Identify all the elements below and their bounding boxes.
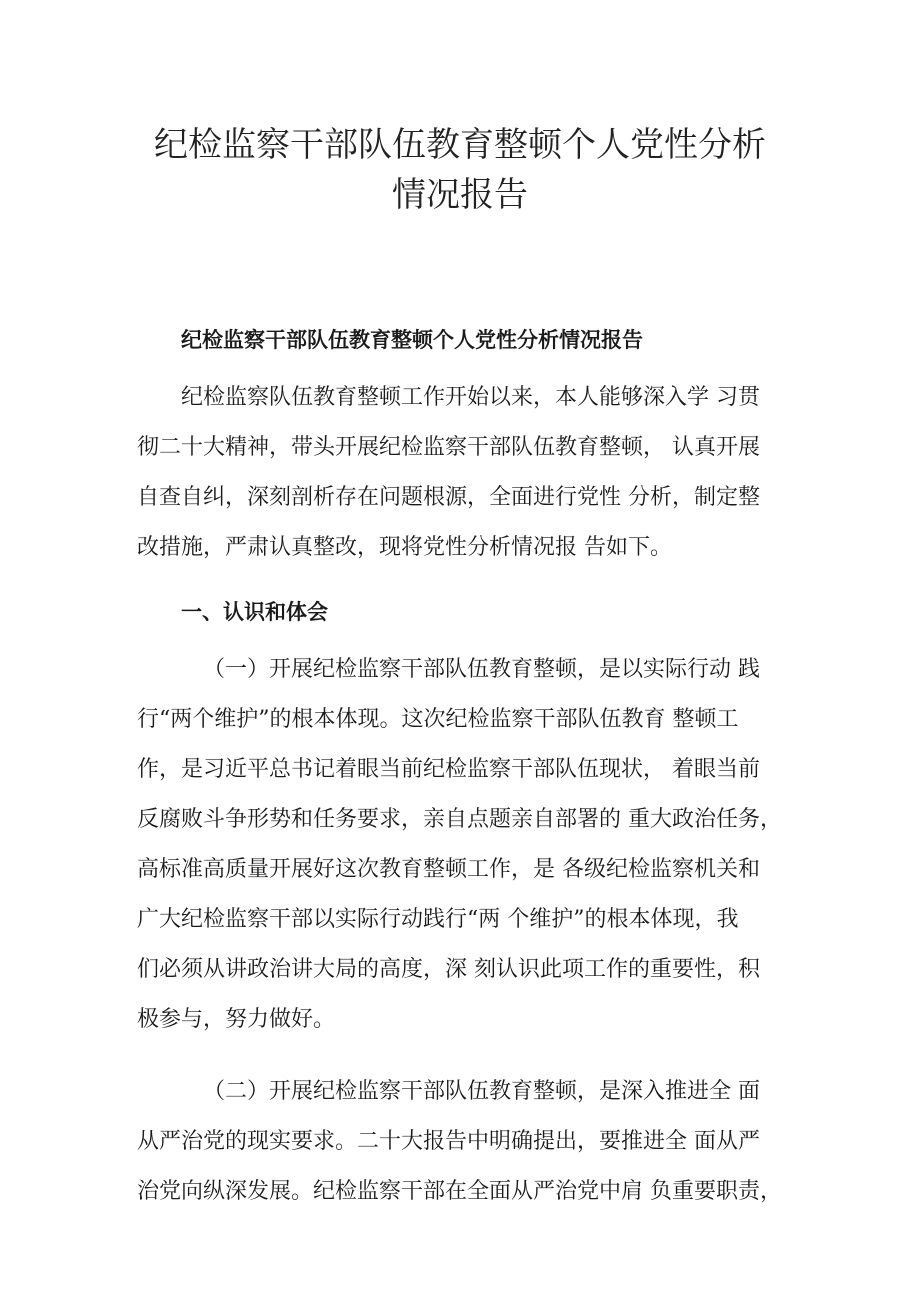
para-1-line-6: 广大纪检监察干部以实际行动践行“两 个维护”的根本体现，我 xyxy=(137,907,739,932)
para-2-line-1: （二）开展纪检监察干部队伍教育整顿，是深入推进全 面 xyxy=(203,1079,760,1104)
document-subtitle xyxy=(137,315,791,365)
document-title xyxy=(120,120,800,220)
para-1-line-1: （一）开展纪检监察干部队伍教育整顿，是以实际行动 践 xyxy=(203,657,760,682)
para-1-line-5: 高标准高质量开展好这次教育整顿工作，是 各级纪检监察机关和 xyxy=(137,857,760,882)
para-2-line-3: 治党向纵深发展。纪检监察干部在全面从严治党中肩 负重要职责， xyxy=(137,1179,782,1204)
intro-line-4: 改措施，严肃认真整改，现将党性分析情况报 告如下。 xyxy=(137,535,672,560)
intro-paragraph xyxy=(137,373,791,573)
para-1-line-4: 反腐败斗争形势和任务要求，亲自点题亲自部署的 重大政治任务， xyxy=(137,807,782,832)
para-1-line-2: 行“两个维护”的根本体现。这次纪检监察干部队伍教育 整顿工 xyxy=(137,707,739,732)
intro-line-2: 彻二十大精神，带头开展纪检监察干部队伍教育整顿， 认真开展 xyxy=(137,435,760,460)
document-body xyxy=(137,315,791,1217)
intro-line-3: 自查自纠，深刻剖析存在问题根源，全面进行党性 分析，制定整 xyxy=(137,485,760,510)
paragraph-1 xyxy=(137,645,791,1045)
para-1-line-8: 极参与，努力做好。 xyxy=(137,1007,336,1032)
paragraph-2 xyxy=(137,1067,791,1217)
intro-line-1: 纪检监察队伍教育整顿工作开始以来，本人能够深入学 习贯 xyxy=(181,385,760,410)
section-heading-1-text: 一、认识和体会 xyxy=(181,600,328,624)
para-2-line-2: 从严治党的现实要求。二十大报告中明确提出，要推进全 面从严 xyxy=(137,1129,760,1154)
subtitle-line: 纪检监察干部队伍教育整顿个人党性分析情况报告 xyxy=(181,328,643,352)
para-1-line-3: 作，是习近平总书记着眼当前纪检监察干部队伍现状， 着眼当前 xyxy=(137,757,760,782)
para-1-line-7: 们必须从讲政治讲大局的高度，深 刻认识此项工作的重要性，积 xyxy=(137,957,760,982)
title-line-1: 纪检监察干部队伍教育整顿个人党性分析 xyxy=(154,125,766,165)
title-line-2: 情况报告 xyxy=(392,175,528,215)
section-heading-1 xyxy=(137,587,791,637)
